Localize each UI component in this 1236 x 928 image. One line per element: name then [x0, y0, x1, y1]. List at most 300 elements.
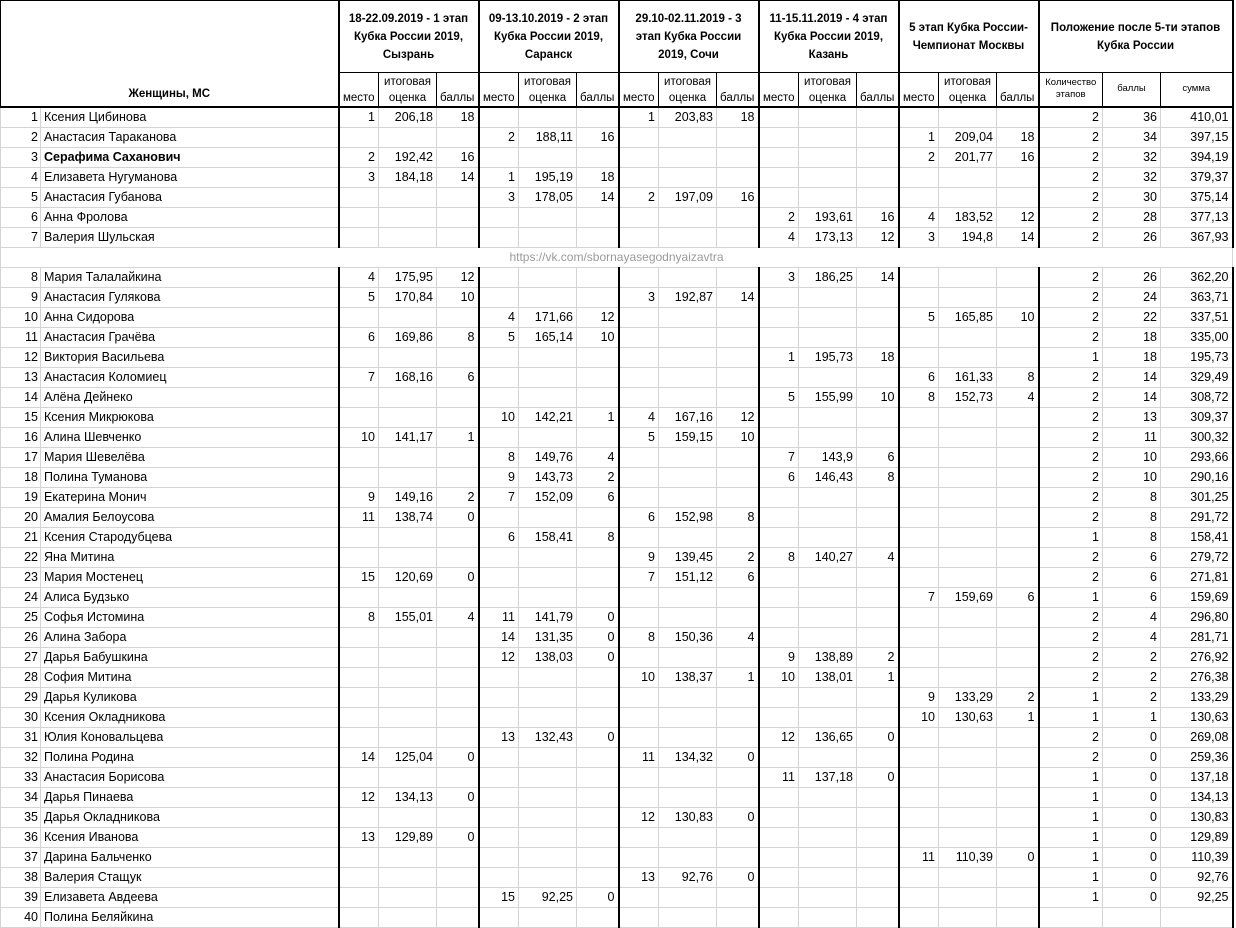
row-number: 39: [1, 887, 41, 907]
stage-place: [899, 827, 939, 847]
stage-score: 192,87: [659, 287, 717, 307]
stage-place: [619, 467, 659, 487]
stage-place: [619, 687, 659, 707]
stage-points: [577, 367, 619, 387]
stage-score-header: итоговая оценка: [659, 73, 717, 107]
stage-score: [799, 127, 857, 147]
total-sum: 375,14: [1161, 187, 1233, 207]
stage-points: 1: [577, 407, 619, 427]
stage-place: [479, 547, 519, 567]
stage-place: [899, 287, 939, 307]
stage-place: [759, 787, 799, 807]
stage-place: [619, 827, 659, 847]
row-number: 20: [1, 507, 41, 527]
total-sum: 337,51: [1161, 307, 1233, 327]
stage-points: 1: [997, 707, 1039, 727]
stage-place: [899, 267, 939, 287]
table-row: [1, 327, 1233, 347]
stage-place: [479, 747, 519, 767]
stage-score: [799, 567, 857, 587]
stage-points: [997, 527, 1039, 547]
row-number: 40: [1, 907, 41, 927]
stage-score: [519, 687, 577, 707]
stage-points: [997, 747, 1039, 767]
stage-points: 2: [857, 647, 899, 667]
stage-points: [857, 487, 899, 507]
stage-place: [339, 627, 379, 647]
stage-place-header: место: [759, 73, 799, 107]
row-number: 7: [1, 227, 41, 247]
stage-score: [939, 547, 997, 567]
athlete-name: Ксения Стародубцева: [41, 527, 339, 547]
stage-points: [997, 887, 1039, 907]
stage-place: 4: [619, 407, 659, 427]
stage-place: [619, 347, 659, 367]
stage-score: [799, 167, 857, 187]
stage-place: 15: [479, 887, 519, 907]
stage-place: [619, 527, 659, 547]
stage-points: 18: [437, 107, 479, 128]
stage-score: [519, 567, 577, 587]
athlete-name: Софья Истомина: [41, 607, 339, 627]
stage-place: [759, 407, 799, 427]
row-number: 19: [1, 487, 41, 507]
row-number: 30: [1, 707, 41, 727]
stage-place: [479, 147, 519, 167]
stage-place: [619, 227, 659, 247]
total-points: 34: [1103, 127, 1161, 147]
stage-place: [619, 447, 659, 467]
stage-score: [659, 307, 717, 327]
stages-count: 2: [1039, 607, 1103, 627]
table-row: [1, 447, 1233, 467]
stage-score: 152,98: [659, 507, 717, 527]
stage-place: [339, 707, 379, 727]
total-points: 30: [1103, 187, 1161, 207]
stages-count: 1: [1039, 847, 1103, 867]
stage-place: [339, 867, 379, 887]
total-points: 18: [1103, 347, 1161, 367]
stages-count: 1: [1039, 827, 1103, 847]
table-row: [1, 767, 1233, 787]
row-number: 6: [1, 207, 41, 227]
stage-score: [799, 107, 857, 128]
stage-score: [799, 147, 857, 167]
stage-score: [379, 207, 437, 227]
stage-points: [857, 807, 899, 827]
stage-points: [717, 527, 759, 547]
stage-score: [379, 727, 437, 747]
table-row: [1, 827, 1233, 847]
stage-points: [857, 367, 899, 387]
stage-points: [717, 307, 759, 327]
total-points: 4: [1103, 627, 1161, 647]
stage-score: [519, 427, 577, 447]
stage-place: [339, 447, 379, 467]
stage-place: 8: [339, 607, 379, 627]
stage-score: [659, 267, 717, 287]
stage-score: 129,89: [379, 827, 437, 847]
stage-points: [437, 347, 479, 367]
stage-place: 6: [339, 327, 379, 347]
row-number: 34: [1, 787, 41, 807]
table-row: [1, 867, 1233, 887]
stage-points: [577, 747, 619, 767]
table-row: [1, 427, 1233, 447]
stage-score: [519, 387, 577, 407]
stage-place: [899, 607, 939, 627]
stage-score: 178,05: [519, 187, 577, 207]
stage-points: [857, 907, 899, 927]
stage-score: [659, 847, 717, 867]
stage-place: 2: [339, 147, 379, 167]
stage-score: [799, 827, 857, 847]
stage-score: [939, 827, 997, 847]
stage-score-header: итоговая оценка: [799, 73, 857, 107]
total-points: 0: [1103, 787, 1161, 807]
stage-score: [659, 787, 717, 807]
stage-place: [479, 867, 519, 887]
stage-points: [857, 747, 899, 767]
stages-count: 2: [1039, 407, 1103, 427]
stage-place: 10: [759, 667, 799, 687]
summary-points-header: баллы: [1103, 73, 1161, 107]
athlete-name: Полина Родина: [41, 747, 339, 767]
stage-place: [759, 167, 799, 187]
stage-points: [857, 787, 899, 807]
total-sum: 362,20: [1161, 267, 1233, 287]
stage-points: [857, 167, 899, 187]
stage-score: [799, 687, 857, 707]
stages-count: 2: [1039, 667, 1103, 687]
stage-points: [437, 687, 479, 707]
stage-place: 3: [619, 287, 659, 307]
stage-score: [799, 627, 857, 647]
stage-points: 0: [437, 507, 479, 527]
stage-place: [479, 767, 519, 787]
total-points: 24: [1103, 287, 1161, 307]
stage-score: 152,09: [519, 487, 577, 507]
stage-points: [717, 687, 759, 707]
total-sum: 129,89: [1161, 827, 1233, 847]
total-points: 0: [1103, 847, 1161, 867]
athlete-name: Мария Шевелёва: [41, 447, 339, 467]
athlete-name: Дарья Куликова: [41, 687, 339, 707]
stages-count: 1: [1039, 707, 1103, 727]
stage-points: [997, 507, 1039, 527]
total-points: 18: [1103, 327, 1161, 347]
stage-points: [577, 107, 619, 128]
stages-count: 2: [1039, 507, 1103, 527]
stage-points: [437, 887, 479, 907]
stage-place: [899, 187, 939, 207]
row-number: 36: [1, 827, 41, 847]
stage-score: [659, 687, 717, 707]
stage-score: [519, 367, 577, 387]
stage-place: [759, 327, 799, 347]
table-row: [1, 807, 1233, 827]
stage-score: 140,27: [799, 547, 857, 567]
total-sum: 195,73: [1161, 347, 1233, 367]
stage-score: 206,18: [379, 107, 437, 128]
athlete-name: Анна Фролова: [41, 207, 339, 227]
stage-points: 0: [577, 647, 619, 667]
stage-place: [899, 407, 939, 427]
stage-score: [379, 587, 437, 607]
stage-score: [659, 327, 717, 347]
stage-points: [437, 767, 479, 787]
total-sum: 367,93: [1161, 227, 1233, 247]
stage-place: 6: [619, 507, 659, 527]
stage-points: [997, 407, 1039, 427]
stage-place: 6: [759, 467, 799, 487]
stage-place: [619, 767, 659, 787]
stage-place: [479, 367, 519, 387]
stage-points: [857, 687, 899, 707]
stage-score: [939, 567, 997, 587]
stages-count: 2: [1039, 147, 1103, 167]
stage-points: 2: [717, 547, 759, 567]
stage-score: 195,19: [519, 167, 577, 187]
stage-place: [339, 227, 379, 247]
stage-score: 159,69: [939, 587, 997, 607]
stage-score: [939, 187, 997, 207]
stage-points: 1: [437, 427, 479, 447]
total-points: 6: [1103, 547, 1161, 567]
total-sum: 301,25: [1161, 487, 1233, 507]
stage-points: 0: [717, 807, 759, 827]
stage-score: [939, 467, 997, 487]
stage-score: [939, 667, 997, 687]
athlete-name: Анастасия Коломиец: [41, 367, 339, 387]
stage-place: [899, 327, 939, 347]
stage-place: 4: [339, 267, 379, 287]
stage-points: [577, 227, 619, 247]
stage-points: [717, 487, 759, 507]
table-row: [1, 127, 1233, 147]
stage-points: 2: [997, 687, 1039, 707]
stage-points: [857, 847, 899, 867]
stage-place: 5: [759, 387, 799, 407]
stage-points: 6: [577, 487, 619, 507]
stage-points: [717, 327, 759, 347]
stage-points: [437, 667, 479, 687]
table-row: [1, 567, 1233, 587]
stage-points: [717, 787, 759, 807]
stage-place: [339, 207, 379, 227]
total-sum: 158,41: [1161, 527, 1233, 547]
stage-place: 7: [619, 567, 659, 587]
total-points: 28: [1103, 207, 1161, 227]
stage-5-title: 5 этап Кубка России-Чемпионат Москвы: [899, 1, 1039, 73]
total-points: 0: [1103, 747, 1161, 767]
stage-points: [717, 727, 759, 747]
table-row: [1, 347, 1233, 367]
stage-place: [899, 567, 939, 587]
stage-place: 13: [479, 727, 519, 747]
total-sum: 290,16: [1161, 467, 1233, 487]
stage-score: 149,76: [519, 447, 577, 467]
stage-points: [717, 147, 759, 167]
stage-points: [717, 887, 759, 907]
stage-points: [577, 847, 619, 867]
row-number: 37: [1, 847, 41, 867]
stage-score: [939, 727, 997, 747]
stage-place: 9: [479, 467, 519, 487]
stage-score: [379, 867, 437, 887]
stage-place: 10: [899, 707, 939, 727]
stage-points: 10: [717, 427, 759, 447]
stage-score: [799, 587, 857, 607]
row-number: 26: [1, 627, 41, 647]
stage-score: [379, 847, 437, 867]
summary-sum-header: сумма: [1161, 73, 1233, 107]
stage-place: [339, 187, 379, 207]
stage-points: [577, 347, 619, 367]
stage-score: [379, 627, 437, 647]
total-sum: 130,83: [1161, 807, 1233, 827]
stage-score: [799, 427, 857, 447]
total-sum: [1161, 907, 1233, 927]
stage-points: 0: [437, 827, 479, 847]
table-row: [1, 647, 1233, 667]
stage-score: 141,79: [519, 607, 577, 627]
stage-place: 8: [619, 627, 659, 647]
table-row: [1, 107, 1233, 128]
stage-points: 0: [577, 627, 619, 647]
stage-points: 0: [717, 867, 759, 887]
stage-place-header: место: [339, 73, 379, 107]
stage-points: [437, 807, 479, 827]
stage-score: [379, 407, 437, 427]
stage-points: 0: [577, 887, 619, 907]
stage-place: [619, 267, 659, 287]
stage-place: [479, 847, 519, 867]
stage-points: [577, 267, 619, 287]
stage-place: [339, 347, 379, 367]
stage-place: [479, 287, 519, 307]
stage-place: 2: [759, 207, 799, 227]
stage-score: [379, 467, 437, 487]
stage-points: [717, 767, 759, 787]
row-number: 17: [1, 447, 41, 467]
stage-points: 0: [997, 847, 1039, 867]
stage-score: [659, 367, 717, 387]
table-row: [1, 187, 1233, 207]
stages-count: 1: [1039, 867, 1103, 887]
stage-score: 149,16: [379, 487, 437, 507]
stage-points: 16: [997, 147, 1039, 167]
stage-score: [799, 367, 857, 387]
category-title: Женщины, МС: [1, 1, 339, 107]
stage-points: [997, 347, 1039, 367]
table-row: [1, 307, 1233, 327]
stage-points: [997, 107, 1039, 128]
stage-place: [899, 887, 939, 907]
stage-2-title: 09-13.10.2019 - 2 этап Кубка России 2019, Саранск: [479, 1, 619, 73]
stage-score: [799, 187, 857, 207]
stage-score: 137,18: [799, 767, 857, 787]
table-row: [1, 787, 1233, 807]
total-sum: 269,08: [1161, 727, 1233, 747]
stage-points: 1: [857, 667, 899, 687]
stage-score: [519, 667, 577, 687]
stage-score: 130,83: [659, 807, 717, 827]
stage-score: 170,84: [379, 287, 437, 307]
stages-count: 2: [1039, 487, 1103, 507]
stage-score: 194,8: [939, 227, 997, 247]
athlete-name: Полина Беляйкина: [41, 907, 339, 927]
stage-place: [339, 647, 379, 667]
stage-score: [519, 767, 577, 787]
stage-score: [799, 907, 857, 927]
stage-points: [717, 267, 759, 287]
stage-points: [437, 187, 479, 207]
stage-points: 6: [997, 587, 1039, 607]
stage-points: [437, 387, 479, 407]
stage-place: [339, 807, 379, 827]
table-row: [1, 607, 1233, 627]
total-points: 32: [1103, 147, 1161, 167]
stage-points: 16: [857, 207, 899, 227]
stage-points: 8: [437, 327, 479, 347]
stage-place: [759, 507, 799, 527]
total-sum: 329,49: [1161, 367, 1233, 387]
stage-points: 0: [857, 767, 899, 787]
stages-count: 1: [1039, 347, 1103, 367]
stage-place: [899, 747, 939, 767]
row-number: 11: [1, 327, 41, 347]
stage-score: [379, 547, 437, 567]
stage-place: 12: [619, 807, 659, 827]
stage-points: [717, 127, 759, 147]
total-points: 14: [1103, 367, 1161, 387]
stages-count: 2: [1039, 567, 1103, 587]
row-number: 12: [1, 347, 41, 367]
row-number: 24: [1, 587, 41, 607]
athlete-name: Ксения Микрюкова: [41, 407, 339, 427]
stage-place: 1: [759, 347, 799, 367]
stages-count: 1: [1039, 887, 1103, 907]
stage-points: 0: [437, 787, 479, 807]
stage-points: 12: [577, 307, 619, 327]
stage-place: 4: [479, 307, 519, 327]
total-sum: 276,92: [1161, 647, 1233, 667]
stage-points: [437, 207, 479, 227]
row-number: 38: [1, 867, 41, 887]
stage-place: 11: [899, 847, 939, 867]
total-points: 0: [1103, 887, 1161, 907]
stage-score: [659, 447, 717, 467]
stage-place: [619, 727, 659, 747]
stage-place: 6: [899, 367, 939, 387]
stage-place: [759, 367, 799, 387]
total-points: 22: [1103, 307, 1161, 327]
stage-score: [659, 467, 717, 487]
stage-4-title: 11-15.11.2019 - 4 этап Кубка России 2019, Казань: [759, 1, 899, 73]
stage-score: [659, 527, 717, 547]
stage-points: [857, 107, 899, 128]
stage-points: [717, 847, 759, 867]
stage-points: 14: [997, 227, 1039, 247]
stage-points: [857, 127, 899, 147]
stage-place: [619, 787, 659, 807]
stage-score: [799, 507, 857, 527]
stage-place: [339, 767, 379, 787]
stage-score: [519, 807, 577, 827]
stage-score: [659, 607, 717, 627]
stage-place: [339, 547, 379, 567]
